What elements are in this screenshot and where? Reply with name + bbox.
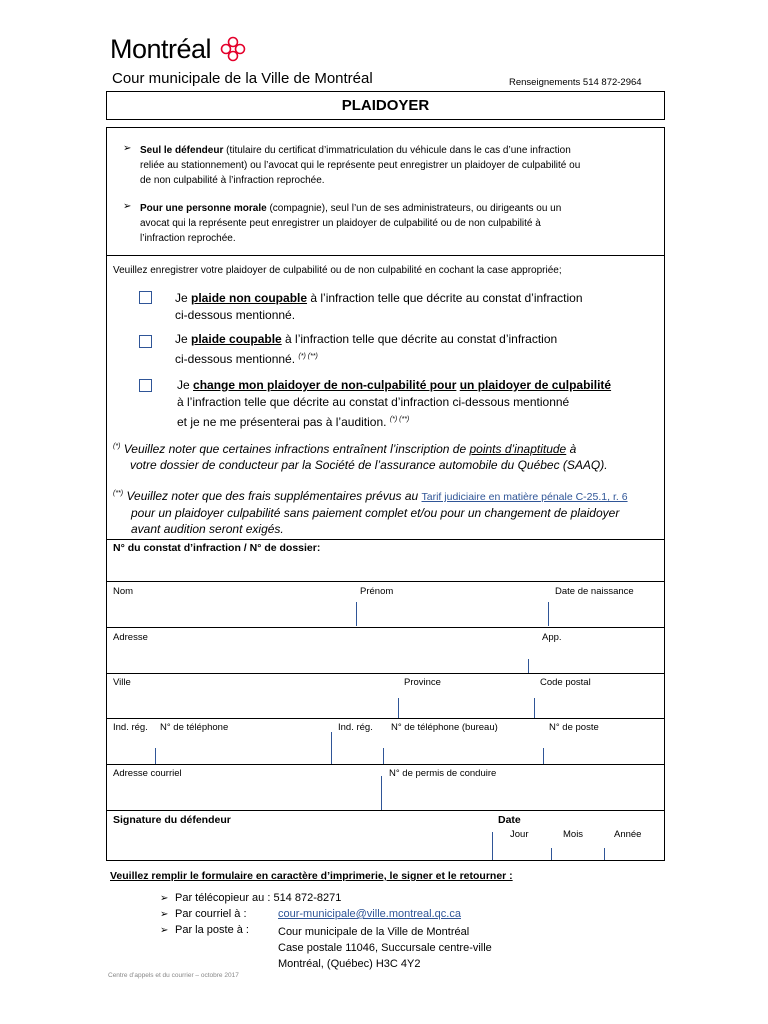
adresse-label: Adresse [113, 632, 148, 643]
court-name: Cour municipale de la Ville de Montréal [112, 70, 373, 87]
divider [106, 539, 665, 540]
info-phone: Renseignements 514 872-2964 [509, 77, 642, 88]
ind-reg-label: Ind. rég. [113, 722, 148, 733]
field-separator [155, 748, 156, 764]
divider [106, 581, 665, 582]
arrow-bullet-icon: ➢ [160, 909, 169, 920]
option-change-plea: Je change mon plaidoyer de non-culpabilité pour un plaidoyer de culpabilité à l’infraction telle que décrite au constat d’infraction ci-dessous mentionné et je ne me présenterai pas à l’audition. (*) (**) [177, 378, 612, 429]
instruction-text: Veuillez enregistrer votre plaidoyer de culpabilité ou de non culpabilité en cochant la case appropriée; [113, 265, 562, 276]
jour-label: Jour [510, 829, 529, 840]
ville-label: Ville [113, 677, 131, 688]
post-address: Cour municipale de la Ville de Montréal Case postale 11046, Succursale centre-ville Montréal, (Québec) H3C 4Y2 [278, 926, 492, 970]
field-separator [534, 698, 535, 718]
permis-label: N° de permis de conduire [389, 768, 497, 779]
arrow-bullet-icon: ➢ [160, 893, 169, 904]
mois-label: Mois [563, 829, 584, 840]
email-label: Par courriel à : [175, 908, 247, 920]
courriel-label: Adresse courriel [113, 768, 182, 779]
poste-label: N° de poste [549, 722, 599, 733]
arrow-bullet-icon: ➢ [123, 143, 132, 154]
post-label: Par la poste à : [175, 924, 249, 936]
annee-label: Année [614, 829, 642, 840]
montreal-logo-text: Montréal [110, 34, 212, 64]
tel-label: N° de téléphone [160, 722, 229, 733]
field-separator [356, 602, 357, 626]
divider [106, 627, 665, 628]
page-title: PLAIDOYER [106, 91, 665, 120]
fax-line: Par télécopieur au : 514 872-8271 [175, 892, 342, 904]
form-version-note: Centre d’appels et du courrier – octobre 2017 [108, 972, 239, 979]
divider [106, 810, 665, 811]
arrow-bullet-icon: ➢ [123, 201, 132, 212]
divider [106, 673, 665, 674]
divider [106, 255, 665, 256]
checkbox-guilty[interactable] [139, 335, 152, 348]
field-separator [381, 776, 382, 810]
divider [106, 764, 665, 765]
field-separator [383, 748, 384, 764]
option-guilty: Je plaide coupable à l’infraction telle que décrite au constat d’infraction ci-dessous mentionné. (*) (**) [175, 332, 558, 366]
rule-2: Pour une personne morale (compagnie), seul l’un de ses administrateurs, ou dirigeants ou un avocat qui la représente peut enregistrer un plaidoyer de culpabilité ou de non culpabilité à l’infraction reprochée. [140, 203, 562, 244]
field-separator [543, 748, 544, 764]
rule-1: Seul le défendeur (titulaire du certificat d’immatriculation du véhicule dans le cas d’une infraction reliée au stationnement) ou l’avocat qui le représente peut enregistrer un plaidoyer de culpabilité ou de non culpabilité à l’infraction reprochée. [140, 145, 581, 186]
note-fees: (**) Veuillez noter que des frais supplémentaires prévus au Tarif judiciaire en matière pénale C-25.1, r. 6 pour un plaidoyer culpabilité sans paiement complet et/ou pour un changement de plaidoyer avant audition seront exigés. [113, 489, 628, 536]
field-separator [548, 602, 549, 626]
footer-heading: Veuillez remplir le formulaire en caractère d’imprimerie, le signer et le retourner : [110, 870, 513, 882]
email-link[interactable]: cour-municipale@ville.montreal.qc.ca [278, 908, 461, 920]
date-label: Date [498, 814, 521, 826]
constat-label: N° du constat d’infraction / N° de dossier: [113, 542, 321, 554]
field-separator [528, 659, 529, 673]
field-separator [551, 848, 552, 860]
code-postal-label: Code postal [540, 677, 591, 688]
checkbox-not-guilty[interactable] [139, 291, 152, 304]
field-separator [492, 832, 493, 860]
province-label: Province [404, 677, 441, 688]
field-separator [604, 848, 605, 860]
divider [106, 718, 665, 719]
montreal-flower-logo-icon [220, 36, 246, 62]
tariff-link[interactable]: Tarif judiciaire en matière pénale C-25.1, r. 6 [421, 491, 628, 503]
tel-bureau-label: N° de téléphone (bureau) [391, 722, 498, 733]
field-separator [398, 698, 399, 718]
app-label: App. [542, 632, 562, 643]
checkbox-change-plea[interactable] [139, 379, 152, 392]
ind-reg-bureau-label: Ind. rég. [338, 722, 373, 733]
field-separator [331, 732, 332, 764]
note-points: (*) Veuillez noter que certaines infractions entraînent l’inscription de points d’inaptitude à votre dossier de conducteur par la Société de l’assurance automobile du Québec (SAAQ). [113, 442, 608, 472]
signature-label: Signature du défendeur [113, 814, 231, 826]
option-not-guilty: Je plaide non coupable à l’infraction telle que décrite au constat d’infraction ci-dessous mentionné. [175, 291, 583, 322]
arrow-bullet-icon: ➢ [160, 925, 169, 936]
naissance-label: Date de naissance [555, 586, 634, 597]
nom-label: Nom [113, 586, 134, 597]
prenom-label: Prénom [360, 586, 394, 597]
